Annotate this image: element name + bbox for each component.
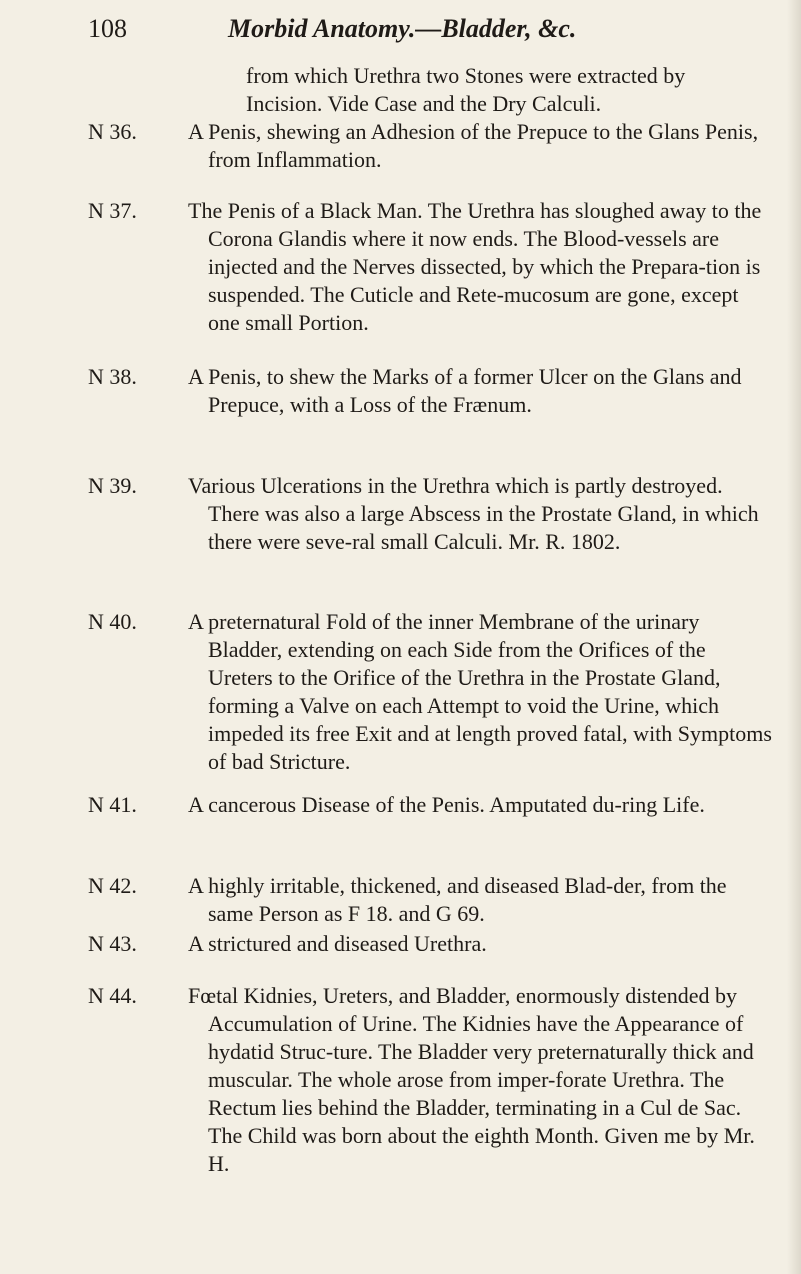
entry-text: A highly irritable, thickened, and diseased Blad-der, from the same Person as F 18. and G 69.: [188, 873, 727, 926]
entry-label: N 43.: [88, 931, 137, 956]
entry-text: A strictured and diseased Urethra.: [188, 931, 487, 956]
entry-label: N 39.: [88, 473, 137, 498]
entry-text: The Penis of a Black Man. The Urethra has sloughed away to the Corona Glandis where it now ends. The Blood-vessels are injected and the Nerves dissected, by which the Prepara-tion is suspended. The Cuticle and Rete-mucosum are gone, except one small Portion.: [188, 198, 762, 335]
entry-text: A Penis, shewing an Adhesion of the Prepuce to the Glans Penis, from Inflammation.: [188, 119, 759, 172]
running-title: Morbid Anatomy.—Bladder, &c.: [228, 14, 577, 43]
entry-label: N 44.: [88, 983, 137, 1008]
entry-text: Fœtal Kidnies, Ureters, and Bladder, enormously distended by Accumulation of Urine. The Kidnies have the Appearance of hydatid Struc-ture. The Bladder very preternaturally thick and muscular. The whole arose from imper-forate Urethra. The Rectum lies behind the Bladder, terminating in a Cul de Sac. The Child was born about the eighth Month. Given me by Mr. H.: [188, 983, 755, 1176]
entry-text: A preternatural Fold of the inner Membrane of the urinary Bladder, extending on each Side from the Orifices of the Ureters to the Orifice of the Urethra in the Prostate Gland, forming a Valve on each Attempt to void the Urine, which impeded its free Exit and at length proved fatal, with Symptoms of bad Stricture.: [188, 609, 772, 774]
entry-text: A Penis, to shew the Marks of a former Ulcer on the Glans and Prepuce, with a Loss of the Frænum.: [188, 364, 742, 417]
entry-label: N 41.: [88, 792, 137, 817]
entry-label: N 36.: [88, 119, 137, 144]
continuation-paragraph: from which Urethra two Stones were extracted by Incision. Vide Case and the Dry Calculi.: [246, 63, 686, 116]
entry-label: N 38.: [88, 364, 137, 389]
entry-text: A cancerous Disease of the Penis. Amputated du-ring Life.: [188, 792, 705, 817]
entry-text: Various Ulcerations in the Urethra which is partly destroyed. There was also a large Abscess in the Prostate Gland, in which there were seve-ral small Calculi. Mr. R. 1802.: [188, 473, 759, 554]
page-number: 108: [88, 14, 127, 43]
page-edge-shadow: [787, 0, 801, 1274]
entry-label: N 37.: [88, 198, 137, 223]
entry-label: N 42.: [88, 873, 137, 898]
page-header: [88, 14, 728, 54]
entry-label: N 40.: [88, 609, 137, 634]
